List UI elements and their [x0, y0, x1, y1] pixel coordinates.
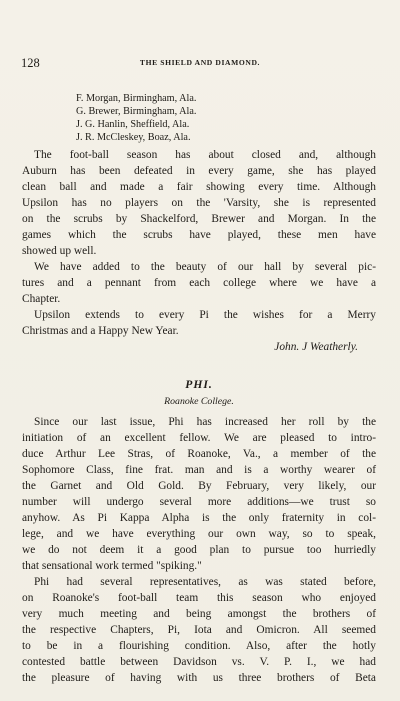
paragraph-line: Christmas and a Happy New Year.: [22, 325, 179, 337]
paragraph-new-member: [22, 414, 376, 574]
paragraph-line: lege, and we have everything our own way, so to speak,: [22, 528, 376, 540]
paragraph-line: contested battle between Davidson vs. V. P. I., we had: [22, 656, 376, 668]
paragraph-line: Sophomore Class, fine frat. man and is a worthy wearer of: [22, 464, 376, 476]
paragraph-line: tures and a pennant from each college where we have a: [22, 277, 376, 289]
paragraph-line: to be in a flourishing condition. Also, after the hotly: [22, 640, 376, 652]
author-signature: John. J Weatherly.: [274, 341, 358, 353]
paragraph-line: duce Arthur Lee Stras, of Roanoke, Va., a member of the: [22, 448, 376, 460]
paragraph-line: we do not deem it a good plan to pursue too hurriedly: [22, 544, 376, 556]
section-subtitle: Roanoke College.: [164, 396, 234, 407]
paragraph-line: games which the scrubs have played, these men have: [22, 229, 376, 241]
member-list-item: J. G. Hanlin, Sheffield, Ala.: [76, 119, 190, 130]
member-list-item: J. R. McCleskey, Boaz, Ala.: [76, 132, 191, 143]
paragraph-line: the pleasure of having with us three brothers of Beta: [22, 672, 376, 684]
paragraph-line: The foot-ball season has about closed and, although: [34, 149, 376, 161]
paragraph-line: very much meeting and being amongst the brothers of: [22, 608, 376, 620]
paragraph-line: Since our last issue, Phi has increased her roll by the: [34, 416, 376, 428]
paragraph-line: anyhow. As Pi Kappa Alpha is the only fraternity in col-: [22, 512, 376, 524]
paragraph-line: Phi had several representatives, as was stated before,: [34, 576, 376, 588]
member-list-item: G. Brewer, Birmingham, Ala.: [76, 106, 197, 117]
paragraph-line: on the scrubs by Shackelford, Brewer and Morgan. In the: [22, 213, 376, 225]
page-header: [21, 56, 379, 70]
section-title: PHI.: [185, 378, 213, 391]
paragraph-line: that sensational work termed "spiking.": [22, 560, 202, 572]
paragraph-line: Auburn has been defeated in every game, she has played: [22, 165, 376, 177]
running-head: THE SHIELD AND DIAMOND.: [139, 58, 261, 67]
paragraph-line: Upsilon has no players on the 'Varsity, she is represented: [22, 197, 376, 209]
paragraph-line: initiation of an excellent fellow. We are pleased to intro-: [22, 432, 376, 444]
paragraph-hall-decorations: [22, 259, 376, 307]
paragraph-line: Chapter.: [22, 293, 61, 305]
paragraph-line: showed up well.: [22, 245, 97, 257]
paragraph-line: clean ball and made a fair showing every time. Although: [22, 181, 376, 193]
member-list: [22, 92, 376, 144]
member-list-item: F. Morgan, Birmingham, Ala.: [76, 93, 197, 104]
paragraph-line: the Garnet and Old Gold. By February, very likely, our: [22, 480, 376, 492]
page-content: [22, 92, 376, 686]
paragraph-line: the respective Chapters, Pi, Iota and Omicron. All seemed: [22, 624, 376, 636]
paragraph-line: number will undergo several more additions—we trust so: [22, 496, 376, 508]
paragraph-football-season: [22, 147, 376, 259]
paragraph-line: We have added to the beauty of our hall by several pic-: [34, 261, 376, 273]
paragraph-holiday-wishes: [22, 307, 376, 339]
page-number: 128: [21, 56, 40, 70]
paragraph-football-representatives: [22, 574, 376, 686]
paragraph-line: Upsilon extends to every Pi the wishes for a Merry: [34, 309, 376, 321]
paragraph-line: on Roanoke's foot-ball team this season who enjoyed: [22, 592, 376, 604]
